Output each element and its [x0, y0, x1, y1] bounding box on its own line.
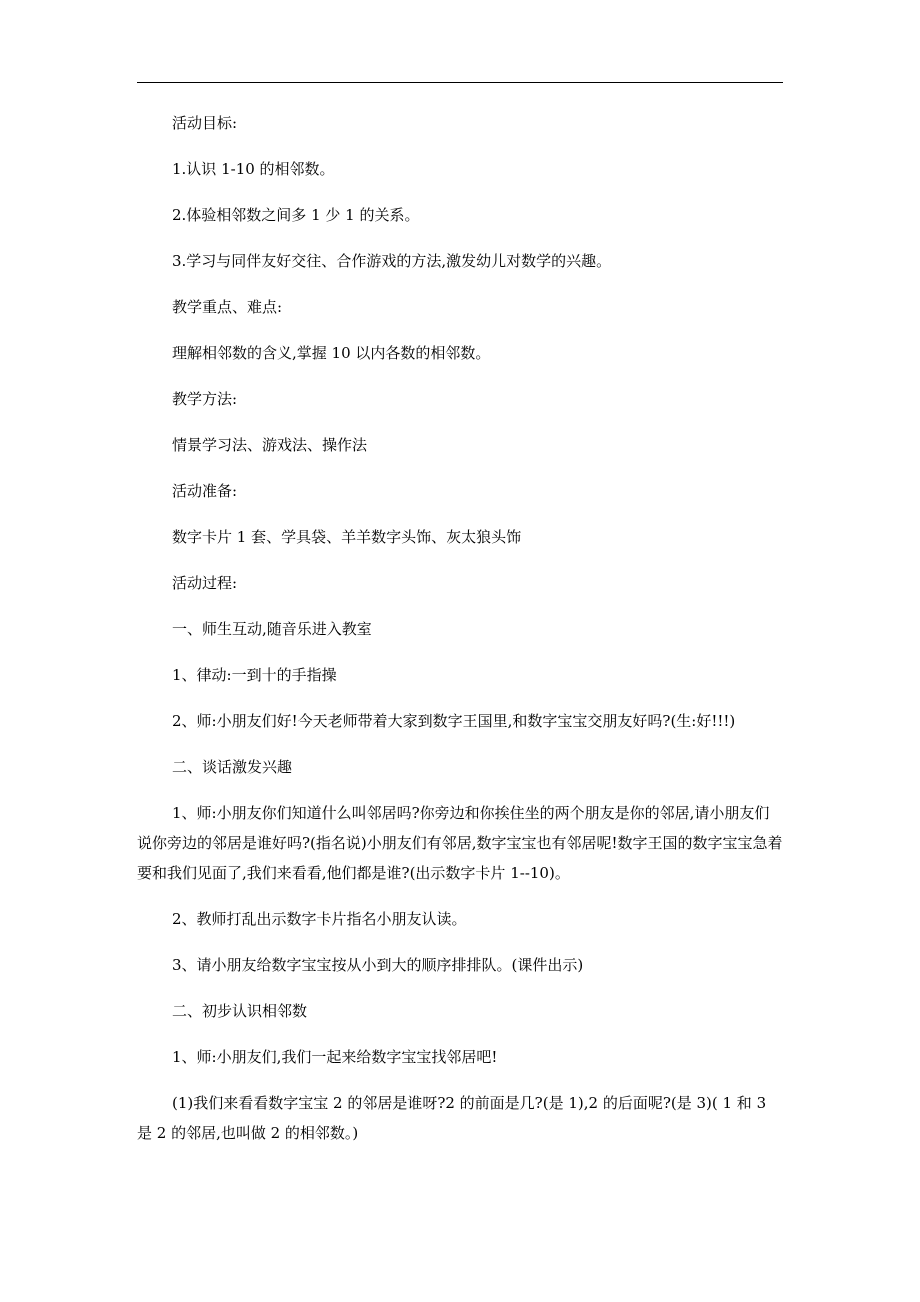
section-2-item-3: 3、请小朋友给数字宝宝按从小到大的顺序排排队。(课件出示) [172, 956, 584, 974]
goal-item-1: 1.认识 1-10 的相邻数。 [172, 160, 335, 178]
header-rule [137, 82, 783, 83]
section-3-subitem-1: (1)我们来看看数字宝宝 2 的邻居是谁呀?2 的前面是几?(是 1),2 的后面呢?(是 3)( 1 和 3 是 2 的邻居,也叫做 2 的相邻数。) [137, 1094, 771, 1142]
teaching-methods-text: 情景学习法、游戏法、操作法 [172, 436, 368, 454]
goal-item-2: 2.体验相邻数之间多 1 少 1 的关系。 [172, 206, 420, 224]
preparation-text: 数字卡片 1 套、学具袋、羊羊数字头饰、灰太狼头饰 [172, 528, 522, 546]
section-1-item-2: 2、师:小朋友们好!今天老师带着大家到数字王国里,和数字宝宝交朋友好吗?(生:好!!!) [172, 712, 736, 730]
heading-activity-process: 活动过程: [172, 574, 238, 592]
document-body [137, 108, 783, 1148]
section-1-heading: 一、师生互动,随音乐进入教室 [172, 620, 372, 638]
section-2-item-2: 2、教师打乱出示数字卡片指名小朋友认读。 [172, 910, 467, 928]
key-points-text: 理解相邻数的含义,掌握 10 以内各数的相邻数。 [172, 344, 491, 362]
section-3-heading: 二、初步认识相邻数 [172, 1002, 308, 1020]
heading-activity-goals: 活动目标: [172, 114, 238, 132]
heading-preparation: 活动准备: [172, 482, 238, 500]
goal-item-3: 3.学习与同伴友好交往、合作游戏的方法,激发幼儿对数学的兴趣。 [172, 252, 612, 270]
section-1-item-1: 1、律动:一到十的手指操 [172, 666, 337, 684]
section-2-heading: 二、谈话激发兴趣 [172, 758, 293, 776]
heading-key-points: 教学重点、难点: [172, 298, 283, 316]
heading-teaching-methods: 教学方法: [172, 390, 238, 408]
section-3-item-1: 1、师:小朋友们,我们一起来给数字宝宝找邻居吧! [172, 1048, 498, 1066]
section-2-item-1: 1、师:小朋友你们知道什么叫邻居吗?你旁边和你挨住坐的两个朋友是你的邻居,请小朋友们说你旁边的邻居是谁好吗?(指名说)小朋友们有邻居,数字宝宝也有邻居呢!数字王国的数字宝宝急着要和我们见面了,我们来看看,他们都是谁?(出示数字卡片 1--10)。 [137, 804, 783, 882]
